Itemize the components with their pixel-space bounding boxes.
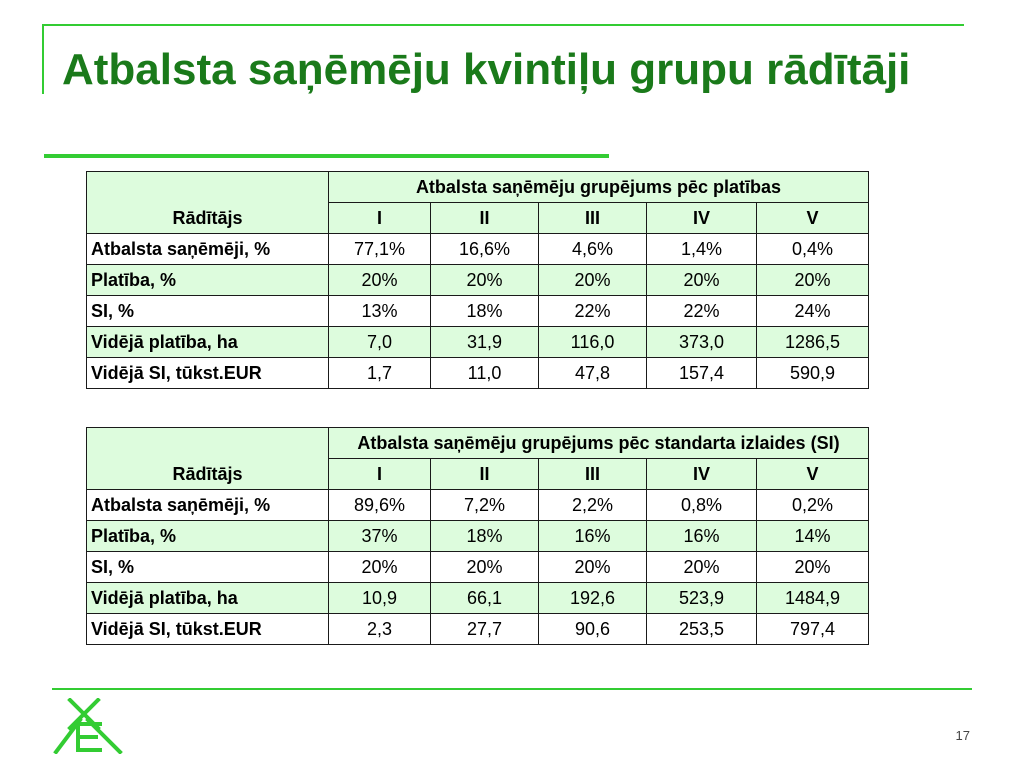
table-cell: 18% [431, 296, 539, 327]
table-cell: 1,4% [647, 234, 757, 265]
table-cell: 13% [329, 296, 431, 327]
table-cell: 16% [539, 521, 647, 552]
column-header: I [329, 203, 431, 234]
table-cell: 0,8% [647, 490, 757, 521]
table-row [87, 552, 869, 583]
table-cell: 157,4 [647, 358, 757, 389]
table-cell: 11,0 [431, 358, 539, 389]
table-cell: 16,6% [431, 234, 539, 265]
table-cell: 1,7 [329, 358, 431, 389]
table-cell: 1286,5 [757, 327, 869, 358]
row-label: Platība, % [87, 521, 329, 552]
column-header: II [431, 203, 539, 234]
row-label: Atbalsta saņēmēji, % [87, 234, 329, 265]
top-divider [44, 24, 964, 26]
table-row [87, 521, 869, 552]
table-row [87, 296, 869, 327]
table-cell: 27,7 [431, 614, 539, 645]
row-label: SI, % [87, 296, 329, 327]
table-cell: 20% [539, 265, 647, 296]
table-cell: 22% [539, 296, 647, 327]
column-header: II [431, 459, 539, 490]
bottom-divider [52, 688, 972, 690]
table-cell: 20% [757, 552, 869, 583]
table-row [87, 358, 869, 389]
row-label: Platība, % [87, 265, 329, 296]
row-label: Vidējā SI, tūkst.EUR [87, 614, 329, 645]
row-header-label: Rādītājs [87, 172, 329, 234]
table-cell: 31,9 [431, 327, 539, 358]
column-header: III [539, 459, 647, 490]
column-header: V [757, 203, 869, 234]
table-cell: 90,6 [539, 614, 647, 645]
row-header-label: Rādītājs [87, 428, 329, 490]
table-cell: 20% [329, 552, 431, 583]
table-cell: 797,4 [757, 614, 869, 645]
table-cell: 590,9 [757, 358, 869, 389]
left-accent-line [42, 24, 44, 94]
table-by-standard-output [86, 427, 869, 645]
table-cell: 89,6% [329, 490, 431, 521]
group-header: Atbalsta saņēmēju grupējums pēc platības [329, 172, 869, 203]
table-cell: 116,0 [539, 327, 647, 358]
page-number: 17 [955, 728, 970, 743]
table-cell: 20% [431, 552, 539, 583]
table-cell: 192,6 [539, 583, 647, 614]
row-label: SI, % [87, 552, 329, 583]
table-cell: 7,0 [329, 327, 431, 358]
table-cell: 16% [647, 521, 757, 552]
table-cell: 2,2% [539, 490, 647, 521]
row-label: Vidējā platība, ha [87, 327, 329, 358]
column-header: IV [647, 203, 757, 234]
table-cell: 66,1 [431, 583, 539, 614]
column-header: V [757, 459, 869, 490]
table-cell: 10,9 [329, 583, 431, 614]
group-header: Atbalsta saņēmēju grupējums pēc standarta izlaides (SI) [329, 428, 869, 459]
table-cell: 77,1% [329, 234, 431, 265]
table-row [87, 234, 869, 265]
table-cell: 18% [431, 521, 539, 552]
row-label: Vidējā SI, tūkst.EUR [87, 358, 329, 389]
table-cell: 7,2% [431, 490, 539, 521]
table-cell: 20% [647, 265, 757, 296]
title-underline [44, 154, 609, 158]
table-row [87, 265, 869, 296]
column-header: I [329, 459, 431, 490]
table-row [87, 490, 869, 521]
table-cell: 20% [329, 265, 431, 296]
table-cell: 20% [539, 552, 647, 583]
column-header: IV [647, 459, 757, 490]
row-label: Atbalsta saņēmēji, % [87, 490, 329, 521]
table-cell: 20% [757, 265, 869, 296]
table-cell: 373,0 [647, 327, 757, 358]
table-cell: 1484,9 [757, 583, 869, 614]
table-row [87, 614, 869, 645]
table-cell: 47,8 [539, 358, 647, 389]
table-cell: 37% [329, 521, 431, 552]
table-cell: 0,2% [757, 490, 869, 521]
row-label: Vidējā platība, ha [87, 583, 329, 614]
table-cell: 523,9 [647, 583, 757, 614]
column-header: III [539, 203, 647, 234]
table-cell: 2,3 [329, 614, 431, 645]
ae-logo-icon [52, 698, 124, 754]
table-cell: 0,4% [757, 234, 869, 265]
table-cell: 22% [647, 296, 757, 327]
table-cell: 14% [757, 521, 869, 552]
table-cell: 24% [757, 296, 869, 327]
slide-title: Atbalsta saņēmēju kvintiļu grupu rādītāji [62, 45, 911, 94]
table-row [87, 583, 869, 614]
table-cell: 253,5 [647, 614, 757, 645]
table-cell: 20% [647, 552, 757, 583]
table-cell: 20% [431, 265, 539, 296]
table-cell: 4,6% [539, 234, 647, 265]
table-by-area [86, 171, 869, 389]
table-row [87, 327, 869, 358]
